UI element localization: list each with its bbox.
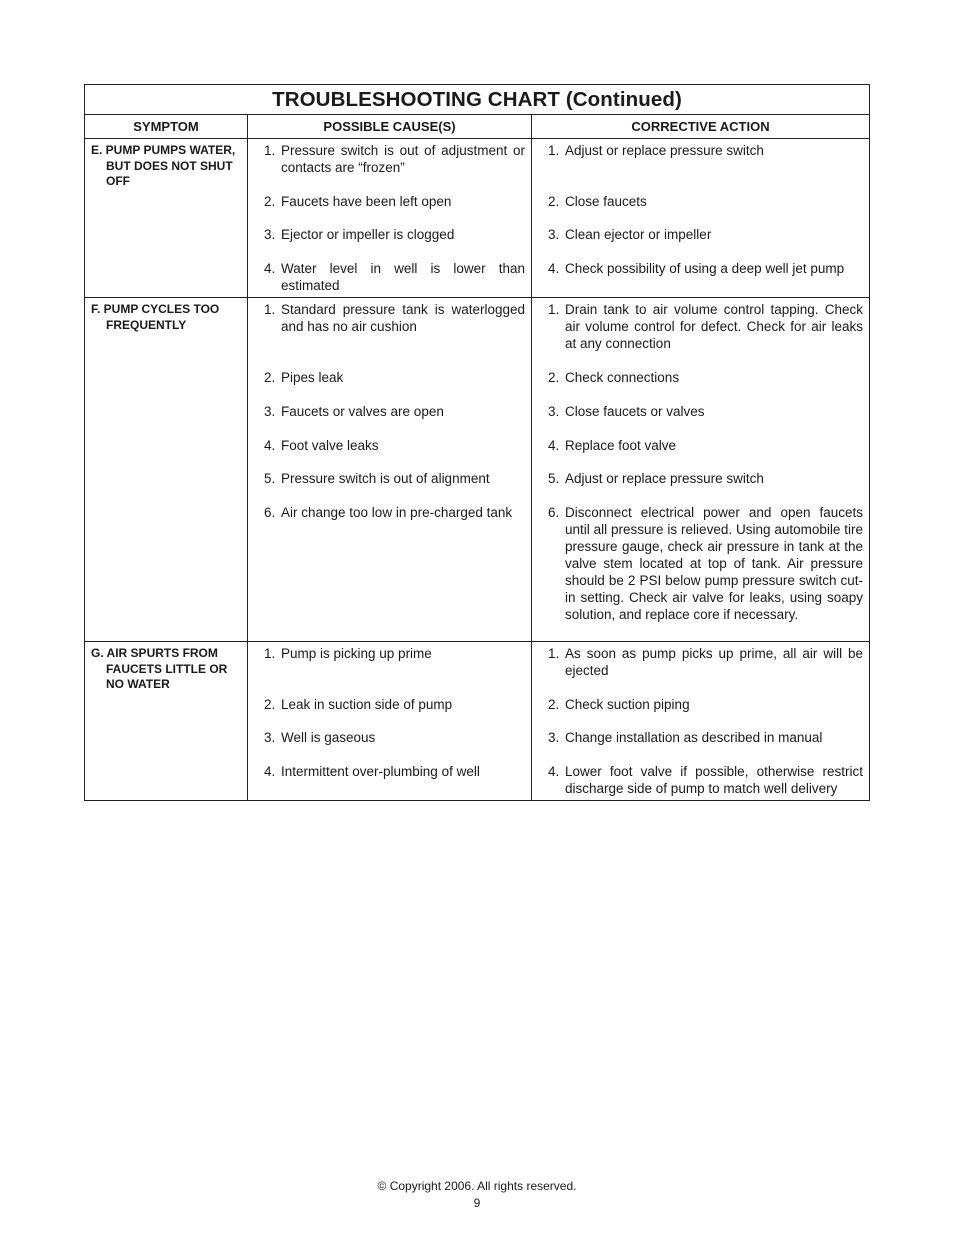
action-item-text: Clean ejector or impeller [565, 227, 712, 242]
action-item-text: Drain tank to air volume control tapping. Check air volume control for defect. Check for air leaks at any connection [565, 302, 864, 351]
cause-item [264, 696, 525, 713]
troubleshooting-table [84, 84, 870, 801]
cause-item-text: Faucets have been left open [281, 194, 452, 209]
action-item-text: Check possibility of using a deep well jet pump [565, 261, 845, 276]
action-item-text: Check connections [565, 370, 680, 385]
symptom-label: F. PUMP CYCLES TOO FREQUENTLY [91, 302, 220, 332]
action-item [548, 226, 863, 243]
cause-item-text: Standard pressure tank is waterlogged and has no air cushion [281, 302, 525, 334]
action-item [548, 260, 863, 277]
action-item-number: 2. [548, 194, 560, 209]
cause-item-number: 5. [264, 471, 276, 486]
cause-item-text: Water level in well is lower than estimated [281, 261, 525, 293]
action-item [548, 470, 863, 487]
cause-item-text: Ejector or impeller is clogged [281, 227, 455, 242]
possible-causes-cell [248, 298, 532, 642]
possible-causes-cell [248, 642, 532, 801]
action-item [548, 645, 863, 679]
action-item-text: Close faucets or valves [565, 404, 705, 419]
action-item-number: 4. [548, 438, 560, 453]
cause-item-number: 4. [264, 764, 276, 779]
symptom-cell [85, 139, 248, 298]
table-row [85, 642, 870, 801]
action-item-number: 3. [548, 404, 560, 419]
cause-item-number: 1. [264, 302, 276, 317]
cause-item [264, 142, 525, 176]
action-item-text: Lower foot valve if possible, otherwise restrict discharge side of pump to match well delivery [565, 764, 864, 796]
cause-item [264, 763, 525, 780]
cause-item-text: Air change too low in pre-charged tank [281, 505, 513, 520]
cause-item-number: 2. [264, 697, 276, 712]
cause-item-number: 2. [264, 370, 276, 385]
cause-item-text: Intermittent over-plumbing of well [281, 764, 480, 779]
action-item-number: 1. [548, 143, 560, 158]
action-item [548, 142, 863, 159]
action-item [548, 369, 863, 386]
action-item-number: 2. [548, 697, 560, 712]
action-item-text: Adjust or replace pressure switch [565, 143, 764, 158]
cause-item-number: 1. [264, 646, 276, 661]
cause-item [264, 193, 525, 210]
cause-item-text: Pump is picking up prime [281, 646, 432, 661]
cause-item-text: Faucets or valves are open [281, 404, 444, 419]
cause-item-number: 3. [264, 730, 276, 745]
cause-item-text: Pipes leak [281, 370, 344, 385]
cause-item-number: 1. [264, 143, 276, 158]
action-item-number: 4. [548, 764, 560, 779]
cause-item [264, 437, 525, 454]
cause-item [264, 301, 525, 335]
symptom-label: G. AIR SPURTS FROM FAUCETS LITTLE OR NO WATER [91, 646, 228, 691]
action-item [548, 729, 863, 746]
page-number: 9 [473, 1196, 481, 1210]
symptom-cell [85, 642, 248, 801]
action-item-text: Change installation as described in manual [565, 730, 823, 745]
action-item-number: 1. [548, 302, 560, 317]
cause-item-text: Pressure switch is out of adjustment or contacts are “frozen” [281, 143, 525, 175]
action-item-number: 1. [548, 646, 560, 661]
corrective-actions-cell [532, 642, 870, 801]
action-item [548, 193, 863, 210]
action-item-number: 6. [548, 505, 560, 520]
cause-item-text: Well is gaseous [281, 730, 376, 745]
action-item [548, 696, 863, 713]
table-title: TROUBLESHOOTING CHART (Continued) [85, 85, 870, 115]
action-item-text: Check suction piping [565, 697, 690, 712]
action-item-number: 3. [548, 730, 560, 745]
cause-item [264, 729, 525, 746]
action-item-text: Disconnect electrical power and open faucets until all pressure is relieved. Using automobile tire pressure gauge, check air pressure in tank at the valve stem located at top of tank. Air pressure should be 2 PSI below pump pressure switch cut-in setting. Check air valve for leaks, using soapy solution, and replace core if necessary. [565, 505, 864, 622]
cause-item-text: Leak in suction side of pump [281, 697, 453, 712]
table-row [85, 298, 870, 642]
cause-item-text: Foot valve leaks [281, 438, 379, 453]
cause-item [264, 226, 525, 243]
header-possible-causes: POSSIBLE CAUSE(S) [248, 115, 532, 139]
action-item-number: 5. [548, 471, 560, 486]
table-body [85, 139, 870, 801]
action-item-text: Close faucets [565, 194, 647, 209]
cause-item-number: 4. [264, 261, 276, 276]
cause-item [264, 645, 525, 662]
action-item [548, 403, 863, 420]
corrective-actions-cell [532, 298, 870, 642]
header-symptom: SYMPTOM [85, 115, 248, 139]
cause-item-number: 3. [264, 227, 276, 242]
table-row [85, 139, 870, 298]
action-item [548, 301, 863, 352]
cause-item-number: 2. [264, 194, 276, 209]
corrective-actions-cell [532, 139, 870, 298]
action-item-text: Adjust or replace pressure switch [565, 471, 764, 486]
cause-item [264, 369, 525, 386]
action-item-number: 4. [548, 261, 560, 276]
cause-item [264, 504, 525, 521]
cause-item-number: 4. [264, 438, 276, 453]
action-item-number: 2. [548, 370, 560, 385]
cause-item [264, 470, 525, 487]
cause-item-number: 6. [264, 505, 276, 520]
action-item [548, 504, 863, 623]
header-corrective-action: CORRECTIVE ACTION [532, 115, 870, 139]
symptom-cell [85, 298, 248, 642]
action-item-text: As soon as pump picks up prime, all air will be ejected [565, 646, 864, 678]
cause-item [264, 260, 525, 294]
cause-item-text: Pressure switch is out of alignment [281, 471, 490, 486]
action-item [548, 437, 863, 454]
action-item [548, 763, 863, 797]
possible-causes-cell [248, 139, 532, 298]
cause-item-number: 3. [264, 404, 276, 419]
action-item-text: Replace foot valve [565, 438, 677, 453]
action-item-number: 3. [548, 227, 560, 242]
symptom-label: E. PUMP PUMPS WATER, BUT DOES NOT SHUT OFF [91, 143, 236, 188]
cause-item [264, 403, 525, 420]
copyright-notice: © Copyright 2006. All rights reserved. [377, 1179, 577, 1193]
